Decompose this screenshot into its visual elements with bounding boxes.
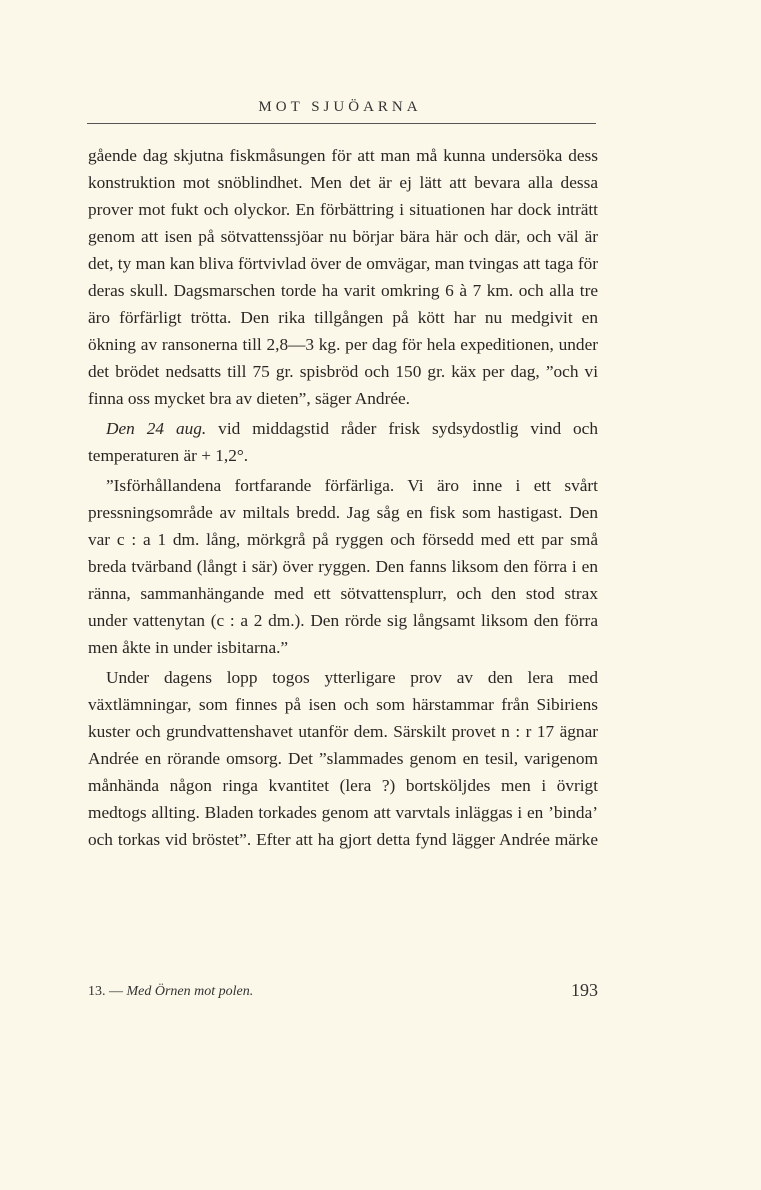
body-text <box>88 142 598 853</box>
signature-mark: 13. <box>88 984 106 999</box>
paragraph-4: Under dagens lopp togos ytterligare prov av den lera med växtlämningar, som finnes på isen och som härstammar från Sibiriens kuster och grundvattenshavet utanför dem. Särskilt provet n : r 17 ägnar Andrée en rörande omsorg. Det ”slammades genom en tesil, varigenom månhända någon ringa kvantitet (lera ?) bortsköljdes men i övrigt medtogs allting. Bladen torkades genom att varvtals inläggas i en ’binda’ och torkas vid bröstet”. Efter att ha gjort detta fynd lägger Andrée märke <box>88 668 598 849</box>
header-rule <box>87 123 596 124</box>
running-head: MOT SJUÖARNA <box>258 99 422 115</box>
date-heading: Den 24 aug. <box>106 419 207 438</box>
book-title: Med Örnen mot polen. <box>126 984 254 999</box>
page-number: 193 <box>571 980 598 1000</box>
paragraph-1: gående dag skjutna fiskmåsungen för att man må kunna undersöka dess konstruktion mot snöblindhet. Men det är ej lätt att bevara alla dessa prover mot fukt och olyckor. En förbättring i situationen har dock inträtt genom att isen på sötvattenssjöar nu börjar bära här och där, och väl är det, ty man kan bliva förtvivlad över de omvägar, man tvingas att taga för deras skull. Dagsmarschen torde ha varit omkring 6 à 7 km. och alla tre äro förfärligt trötta. Den rika tillgången på kött har nu medgivit en ökning av ransonerna till 2,8—3 kg. per dag för hela expeditionen, under det brödet nedsatts till 75 gr. spisbröd och 150 gr. käx per dag, ”och vi finna oss mycket bra av dieten”, säger Andrée. <box>88 146 598 408</box>
paragraph-2-text: vid middagstid råder frisk sydsydostlig vind och temperaturen är + 1,2°. <box>88 419 598 465</box>
footer-signature <box>88 984 253 1000</box>
paragraph-3: ”Isförhållandena fortfarande förfärliga. Vi äro inne i ett svårt pressningsområde av miltals bredd. Jag såg en fisk som hastigast. Den var c : a 1 dm. lång, mörkgrå på ryggen och försedd med ett par små breda tvärband (långt i sär) över ryggen. Den fanns liksom den förra i en ränna, sammanhängande med ett sötvattensplurr, och den stod strax under vattenytan (c : a 2 dm.). Den rörde sig långsamt liksom den förra men åkte in under isbitarna.” <box>88 476 598 657</box>
paragraph-2 <box>88 415 598 469</box>
signature-dash: — <box>109 984 123 999</box>
